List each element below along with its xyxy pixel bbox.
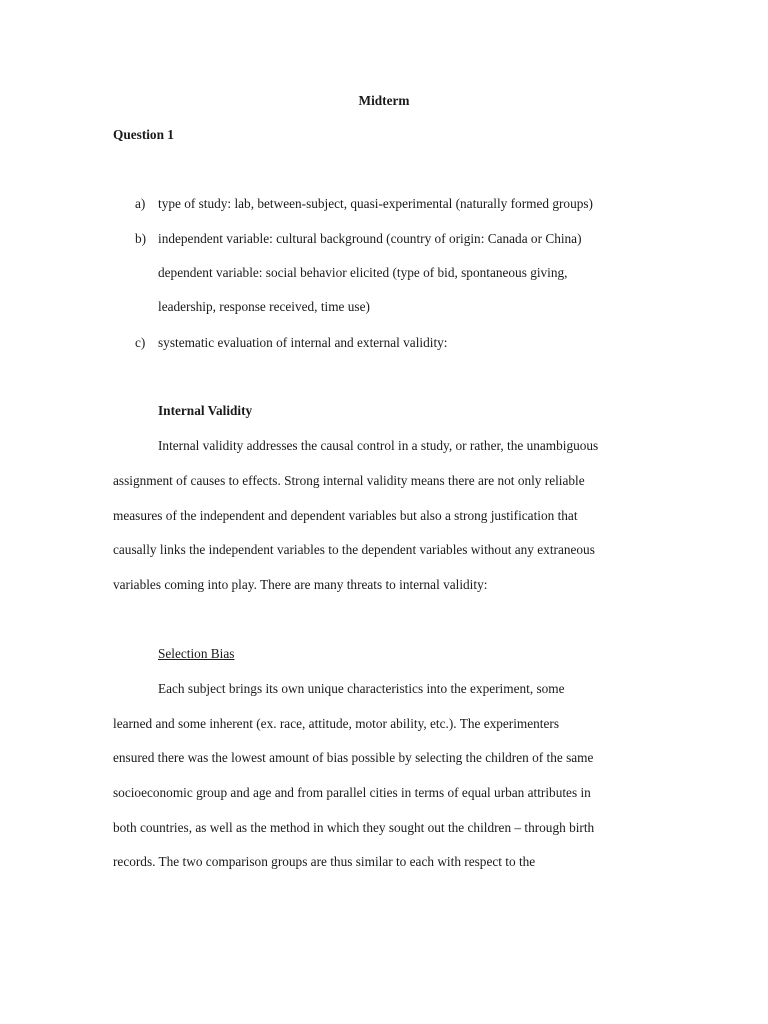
paragraph-line: Internal validity addresses the causal control in a study, or rather, the unambiguous: [158, 438, 599, 453]
paragraph-line: assignment of causes to effects. Strong internal validity means there are not only reliable: [113, 473, 585, 488]
paragraph-line: ensured there was the lowest amount of bias possible by selecting the children of the same: [113, 750, 594, 765]
paragraph-line: variables coming into play. There are many threats to internal validity:: [113, 577, 488, 592]
list-item-text: dependent variable: social behavior elicited (type of bid, spontaneous giving,: [158, 265, 568, 280]
paragraph-line: both countries, as well as the method in which they sought out the children – through birth: [113, 820, 595, 835]
paragraph-line: Each subject brings its own unique characteristics into the experiment, some: [158, 681, 565, 696]
paragraph-line: causally links the independent variables to the dependent variables without any extraneous: [113, 542, 595, 557]
section-heading-internal-validity: Internal Validity: [158, 403, 253, 418]
paragraph-line: learned and some inherent (ex. race, attitude, motor ability, etc.). The experimenters: [113, 716, 560, 731]
document-title: Midterm: [358, 93, 410, 108]
list-marker: a): [135, 196, 146, 211]
question-heading: Question 1: [113, 127, 174, 142]
list-marker: c): [135, 335, 146, 350]
list-item-text: independent variable: cultural background (country of origin: Canada or China): [158, 231, 582, 246]
list-item-text: leadership, response received, time use): [158, 299, 370, 314]
paragraph-line: measures of the independent and dependent variables but also a strong justification that: [113, 508, 578, 523]
paragraph-line: records. The two comparison groups are thus similar to each with respect to the: [113, 854, 536, 869]
list-item-text: type of study: lab, between-subject, quasi-experimental (naturally formed groups): [158, 196, 593, 211]
section-heading-selection-bias: Selection Bias: [158, 646, 235, 661]
paragraph-line: socioeconomic group and age and from parallel cities in terms of equal urban attributes in: [113, 785, 591, 800]
list-item-text: systematic evaluation of internal and external validity:: [158, 335, 448, 350]
list-marker: b): [135, 231, 147, 246]
